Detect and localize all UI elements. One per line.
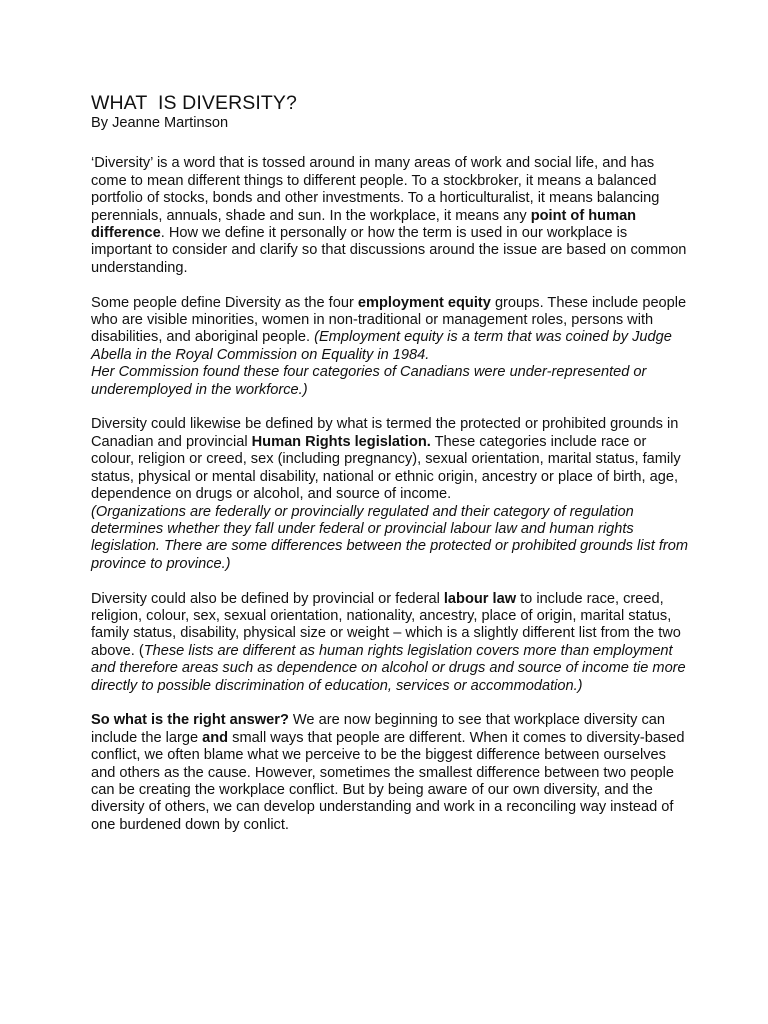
body-text: small ways that people are different. When it comes to diversity-based conflict, we often blame what we perceive to be the biggest difference between ourselves and others as the cause. However, sometimes the smallest difference between two people can be creating the workplace conflict. But by being aware of our own diversity, and the diversity of others, we can develop understanding and work in a reconciling way instead of one burdened down by conlict. [91, 729, 685, 833]
paragraph [91, 155, 691, 277]
body-text: . How we define it personally or how the term is used in our workplace is important to consider and clarify so that discussions around the issue are based on common understanding. [91, 225, 687, 276]
body-text: to include race, creed, religion, colour, sex, sexual orientation, nationality, ancestry, place of origin, marital status, family status, disability, physical size or weight – which is a slightly different list from the two above. ( [91, 590, 681, 659]
emphasis-text: employment equity [357, 294, 491, 311]
body-text: Diversity could also be defined by provincial or federal [91, 590, 444, 607]
paragraph [91, 712, 691, 834]
article-paragraphs [91, 155, 691, 834]
italic-note: (Organizations are federally or provincially regulated and their category of regulation determines whether they fall under federal or provincial labour law and human rights legislation. There are some differences between the protected or prohibited grounds list from province to province.) [91, 503, 689, 572]
body-text: Some people define Diversity as the four [91, 294, 358, 311]
italic-note: These lists are different as human rights legislation covers more than employment and therefore areas such as dependence on alcohol or drugs and source of income tie more directly to possible discrimination of education, services or accommodation.) [91, 642, 686, 694]
article-body [91, 92, 691, 852]
paragraph [91, 591, 691, 695]
emphasis-text: point of human difference [91, 207, 637, 242]
article-byline: By Jeanne Martinson [91, 115, 229, 131]
body-text: groups. These include people who are visible minorities, women in non-traditional or management roles, persons with disabilities, and aboriginal people. [91, 294, 687, 346]
body-text: These categories include race or colour, religion or creed, sex (including pregnancy), sexual orientation, marital status, family status, physical or mental disability, national or ethnic origin, ancestry or place of birth, age, dependence on drugs or alcohol, and source of income. [91, 433, 681, 503]
paragraph [91, 416, 691, 573]
italic-note: Her Commission found these four categories of Canadians were under-represented or underemployed in the workforce.) [91, 364, 647, 398]
body-text: We are now beginning to see that workplace diversity can include the large [91, 712, 665, 746]
article-title: WHAT IS DIVERSITY? [91, 92, 297, 114]
italic-note: (Employment equity is a term that was coined by Judge Abella in the Royal Commission on Equality in 1984. [91, 329, 672, 363]
emphasis-text: Human Rights legislation. [251, 433, 431, 450]
emphasis-text: labour law [443, 590, 517, 607]
paragraph [91, 295, 691, 399]
body-text: Diversity could likewise be defined by what is termed the protected or prohibited grounds in Canadian and provincial [91, 416, 679, 450]
emphasis-text: So what is the right answer? [91, 712, 289, 729]
body-text: ‘Diversity’ is a word that is tossed around in many areas of work and social life, and has come to mean different things to different people. To a stockbroker, it means a balanced portfolio of stocks, bonds and other investments. To a horticulturalist, it means balancing perennials, annuals, shade and sun. In the workplace, it means any [91, 155, 660, 224]
emphasis-text: and [202, 729, 229, 746]
